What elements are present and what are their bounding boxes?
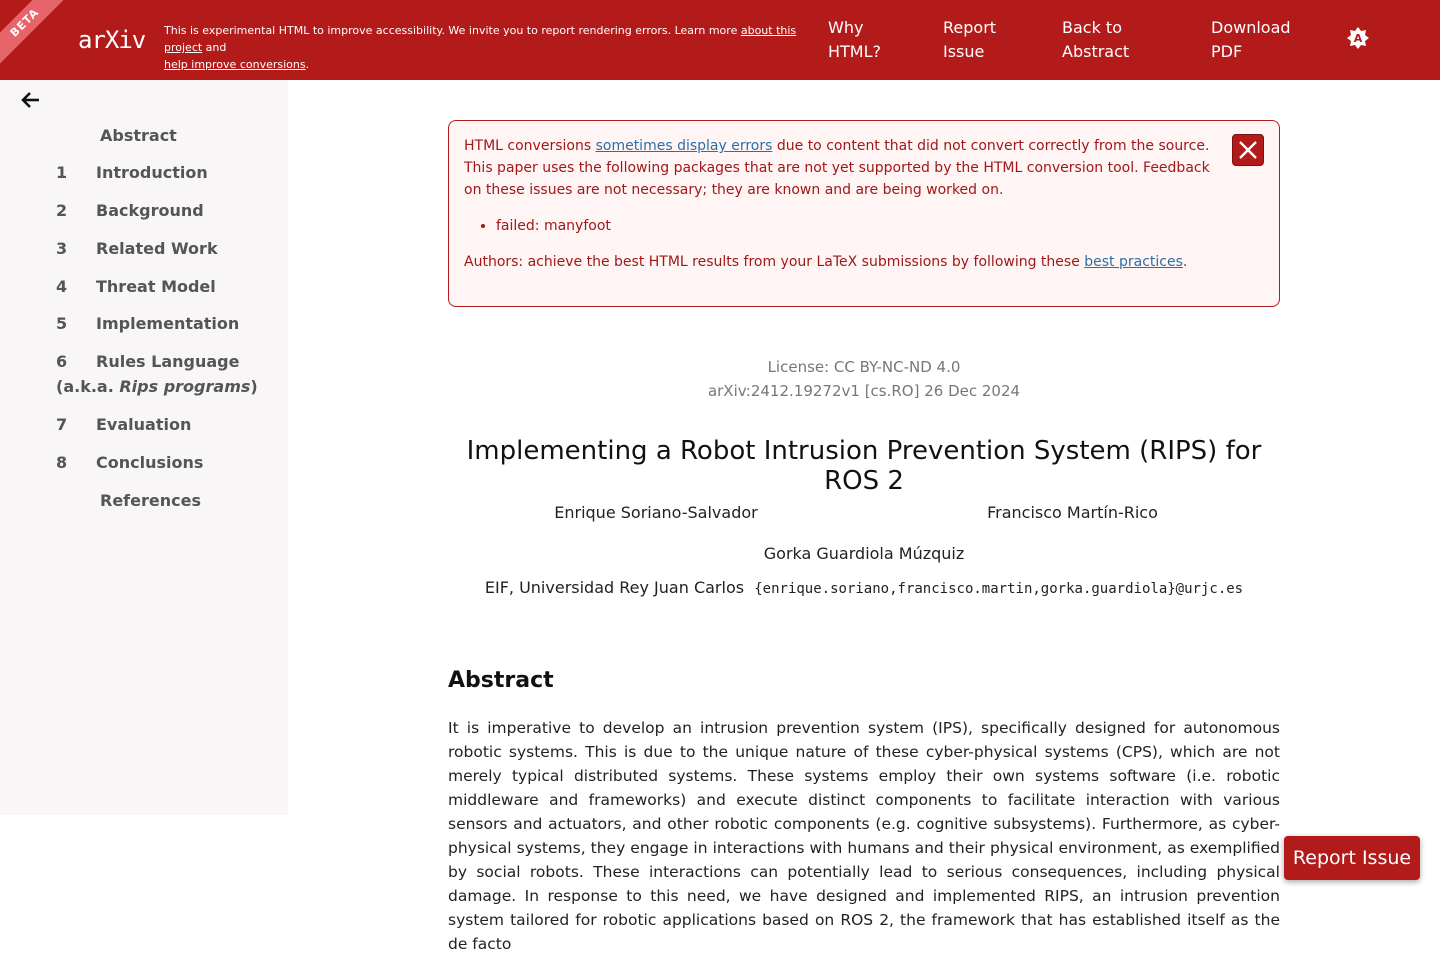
author-name: Francisco Martín-Rico	[987, 503, 1158, 522]
toc-label: Conclusions	[96, 453, 204, 472]
notice-text-post: due to content that did not convert correctly from the source. This paper uses the following packages that are not yet supported by the HTML conversion tool. Feedback on these issues are not necessary; they are known and are being worked on.	[464, 138, 1210, 198]
failed-packages-list	[496, 215, 1219, 237]
theme-toggle-icon[interactable]	[1346, 26, 1370, 50]
author-name: Gorka Guardiola Múzquiz	[763, 544, 965, 563]
banner-text-post: .	[305, 58, 310, 71]
toc-label-cont-post: )	[250, 377, 258, 396]
nav-back-to-abstract-line2: Abstract	[1062, 42, 1130, 61]
license-text: License: CC BY-NC-ND 4.0	[767, 358, 961, 376]
logo-text: arXiv	[78, 26, 146, 54]
svg-text:A: A	[1353, 32, 1363, 45]
toc-label: Rules Language	[96, 352, 240, 371]
arxiv-id: arXiv:2412.19272v1 [cs.RO] 26 Dec 2024	[707, 382, 1021, 400]
toc-label: Implementation	[96, 314, 240, 333]
authors-advice-post: .	[1182, 254, 1188, 270]
beta-ribbon: BETA	[0, 0, 72, 70]
nav-download-pdf[interactable]	[1211, 16, 1291, 64]
toc-label: Evaluation	[96, 415, 192, 434]
toc-number: 7	[56, 415, 68, 434]
best-practices-link[interactable]: best practices	[1084, 254, 1183, 270]
page-title: Implementing a Robot Intrusion Prevention System (RIPS) for ROS 2	[466, 436, 1262, 496]
nav-back-to-abstract[interactable]	[1062, 16, 1129, 64]
authors-advice	[464, 251, 1219, 273]
notice-text-pre: HTML conversions	[464, 138, 596, 154]
toc-item-evaluation[interactable]	[0, 412, 288, 437]
nav-report-issue-line1: Report	[943, 18, 997, 37]
toc-number: 3	[56, 239, 68, 258]
experimental-notice	[164, 22, 804, 73]
banner-text-mid: and	[202, 41, 227, 54]
abstract-heading: Abstract	[448, 668, 554, 693]
conversion-errors-notice	[448, 120, 1280, 307]
toc-label-continuation	[56, 374, 258, 399]
toc-number: 8	[56, 453, 68, 472]
toc-label-cont-em: Rips programs	[119, 377, 251, 396]
notice-paragraph	[464, 135, 1219, 201]
close-notice-button[interactable]	[1232, 134, 1264, 166]
abstract-text: It is imperative to develop an intrusion prevention system (IPS), specifically designed for autonomous robotic systems. This is due to the unique nature of these cyber-physical systems (CPS), which are not merely typical distributed systems. These systems employ their own systems software (i.e. robotic middleware and frameworks) and execute distinct components to facilitate interaction with various sensors and actuators, and other robotic components (e.g. cognitive subsystems). Furthermore, as cyber-physical systems, they engage in interactions with humans and their physical environment, as exemplified by social robots. These interactions can potentially lead to serious consequences, including physical damage. In response to this need, we have designed and implemented RIPS, an intrusion prevention system tailored for robotic applications based on ROS 2, the framework that has established itself as the de facto	[448, 719, 1280, 953]
toc-item-abstract[interactable]	[100, 123, 177, 148]
affiliation	[448, 578, 1280, 597]
display-errors-link[interactable]: sometimes display errors	[595, 138, 773, 154]
toc-label: Background	[96, 201, 204, 220]
about-project-link[interactable]: about this project	[164, 24, 797, 54]
toc-item-conclusions[interactable]	[0, 450, 288, 475]
toc-item-implementation[interactable]	[0, 311, 288, 336]
nav-why-html-line2: HTML?	[828, 42, 882, 61]
help-improve-link[interactable]: help improve conversions	[164, 58, 306, 71]
toc-label: Introduction	[96, 163, 208, 182]
toc-item-background[interactable]	[0, 198, 288, 223]
toc-item-references[interactable]	[100, 488, 201, 513]
nav-report-issue[interactable]	[943, 16, 996, 64]
nav-why-html[interactable]	[828, 16, 881, 64]
toc-label: Threat Model	[96, 277, 216, 296]
author-name: Enrique Soriano-Salvador	[554, 503, 758, 522]
toc-item-related-work[interactable]	[0, 236, 288, 261]
nav-download-pdf-line1: Download	[1211, 18, 1291, 37]
failed-package-item: • failed: manyfoot	[496, 215, 1219, 237]
author-emails: {enrique.soriano,francisco.martin,gorka.guardiola}@urjc.es	[754, 581, 1244, 597]
nav-back-to-abstract-line1: Back to	[1062, 18, 1122, 37]
toc-number: 2	[56, 201, 68, 220]
toc-label: Related Work	[96, 239, 218, 258]
banner-text-pre: This is experimental HTML to improve accessibility. We invite you to report rendering errors. Learn more	[164, 24, 741, 37]
nav-report-issue-line2: Issue	[943, 42, 985, 61]
toc-label-cont-pre: (a.k.a.	[56, 377, 120, 396]
toc-number: 1	[56, 163, 68, 182]
toc-label: References	[100, 491, 201, 510]
toc-item-threat-model[interactable]	[0, 274, 288, 299]
toc-label: Abstract	[100, 126, 177, 145]
authors-advice-pre: Authors: achieve the best HTML results from your LaTeX submissions by following these	[464, 254, 1085, 270]
toc-number: 6	[56, 352, 68, 371]
arrow-left-icon[interactable]	[20, 90, 42, 110]
top-banner	[0, 0, 1440, 80]
toc-item-rules-language[interactable]	[0, 349, 288, 399]
table-of-contents	[0, 80, 288, 815]
affiliation-name: EIF, Universidad Rey Juan Carlos	[484, 578, 745, 597]
nav-why-html-line1: Why	[828, 18, 864, 37]
close-icon	[1233, 135, 1263, 165]
toc-number: 5	[56, 314, 68, 333]
report-issue-button[interactable]: Report Issue	[1284, 836, 1420, 880]
toc-number: 4	[56, 277, 68, 296]
toc-item-introduction[interactable]	[0, 160, 288, 185]
arxiv-logo[interactable]	[78, 22, 145, 58]
nav-download-pdf-line2: PDF	[1211, 42, 1243, 61]
